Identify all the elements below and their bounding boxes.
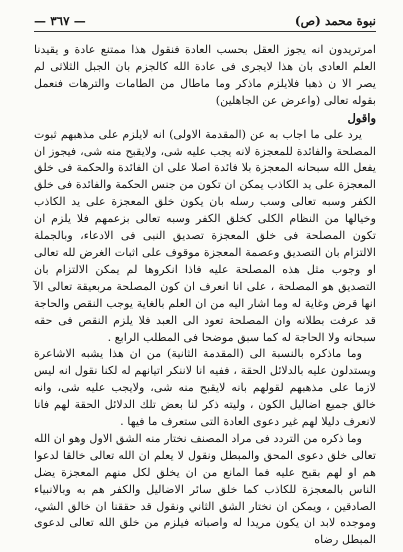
- paragraph-1: امرتريدون انه يجوز العقل بحسب العادة فنقول هذا ممتنع عادة و يقيدنا العلم العادى بان هذا لايجرى فى عادة الله كالجزم بان الجبل الثلاثى لم يصر الا ن ذهبا فلايلزم ماذكر وما ماطال من الطامات والترهات فنعمل بقوله تعالى (واعرض عن الجاهلين): [34, 43, 376, 107]
- running-header: [34, 12, 376, 32]
- paragraph-2: يرد على ما اجاب به عن (المقدمة الاولى) انه لايلزم على مذهبهم ثبوت المصلحة والفائدة للمعجزة لانه يجب عليه شى، ولايقبح منه شى، فيجوز ان يفعل الله سبحانه المعجزة بلا فائدة اصلا على ان الفائدة والحكمة فى خلق المعجزة على يد الكاذب يمكن ان تكون من جنس الحكمة والفائدة فى خلق الكفر وسبه تعالى وسب رسله بان يكون خلق المعجزة على يد الكاذب وخيالها من النظام الكلى كخلق الكفر وسبه تعالى بزعمهم فلا يلزم ان تكون المصلحة فى خلق المعجزة تصديق النبى فى الادعاء، وبالجملة الالتزام بان التصديق وعصمة المعجزة موقوف على اثبات الغرض لله تعالى او وجوب مثل هذه المصلحة عليه فاذا انكروها لم يمكن الالتزام بان التصديق هو المصلحة ، على انا انعرف ان كون المصلحة مربعيقة تعالى الآ انها قرض وغاية له وما اشار اليه من ان العلم بالغاية يوجب النقص والحاجة قد عرفت بطلانه وان المصلحة تعود الى العبد فلا يلزم النقص فى حقه سبحانه ولا الحاجة له كما سبق موضحا فى المطلب الرابع .: [34, 127, 376, 344]
- paragraph-3: وما ماذكره بالنسبة الى (المقدمة الثانية) من ان هذا يشبه الاشاعرة ويستدلون عليه بالدلائل الحقة ، ففيه انا لاننكر اتيانهم له لكنا نقول انه ليس لازما على مذهبهم لقولهم بانه لايقبح منه شى، ولايجب عليه شى، وانه خالق جميع اضاليل الكون ، وليته ذكر لنا بعض تلك الدلائل الحقة لهم فانا لانعرف دليلا لهم غير دعوى العادة التى ستعرف ما فيها .: [34, 347, 376, 429]
- page-number: — ٣٦٧ —: [34, 13, 86, 28]
- section-heading: واقول: [347, 110, 376, 125]
- header-title: نبوة محمد (ص): [294, 13, 376, 28]
- paragraph-4: وما ذكره من التردد فى مراد المصنف نختار منه الشق الاول وهو ان الله تعالى خلق دعوى المحق والمبطل ونقول لا يعلم ان الله تعالى خالقا لدعوا هم او لهم بقبح عليه فما المانع من ان يخلق لكل منهم المعجزة يضل الناس بالمعجزة للكاذب كما خلق سائر الاضاليل والكفر هم به وبالانبياء الصادقين ، ويمكن ان نختار الشق الثاني ونقول قد حققنا ان خالق الشي، وموجده لابد ان يكون مريدا له واصباته فيلزم من خلق الله تعالى لدعوى المبطل رضاه: [34, 431, 376, 547]
- body-text: [34, 42, 376, 549]
